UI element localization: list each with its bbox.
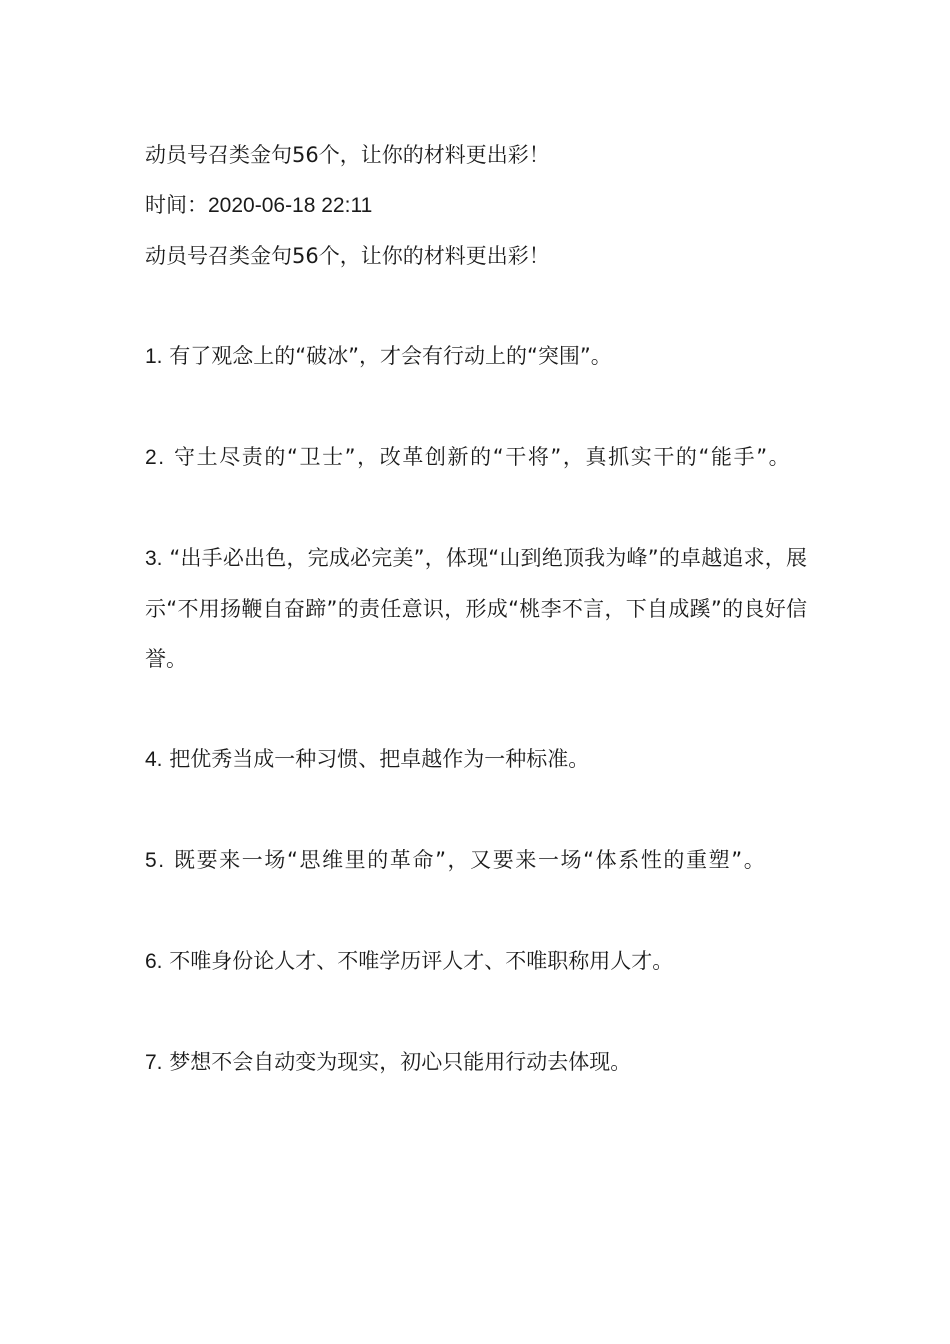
spacer: [145, 382, 807, 432]
item-text: 有了观念上的“破冰”，才会有行动上的“突围”。: [169, 344, 612, 368]
item-number: 4.: [145, 748, 163, 771]
item-text: 既要来一场“思维里的革命”，又要来一场“体系性的重塑”。: [174, 848, 767, 872]
list-item: [145, 835, 807, 886]
timestamp: [145, 180, 807, 231]
list-item: [145, 734, 807, 785]
item-number: 5.: [145, 849, 166, 872]
spacer: [145, 684, 807, 734]
item-text: 守土尽责的“卫士”，改革创新的“干将”，真抓实干的“能手”。: [174, 445, 792, 469]
item-text: “出手必出色，完成必完美”，体现“山到绝顶我为峰”的卓越追求，展示“不用扬鞭自奋蹄”的责任意识，形成“桃李不言，下自成蹊”的良好信誉。: [145, 546, 807, 671]
list-item: [145, 331, 807, 382]
item-text: 把优秀当成一种习惯、把卓越作为一种标准。: [169, 747, 590, 771]
list-item: [145, 936, 807, 987]
time-label: 时间：: [145, 193, 208, 217]
item-text: 梦想不会自动变为现实，初心只能用行动去体现。: [169, 1050, 632, 1074]
time-value: 2020-06-18 22:11: [208, 194, 373, 217]
item-number: 2.: [145, 446, 166, 469]
list-item: [145, 432, 807, 483]
item-number: 1.: [145, 345, 163, 368]
spacer: [145, 281, 807, 331]
spacer: [145, 886, 807, 936]
list-item: [145, 533, 807, 684]
item-number: 7.: [145, 1051, 163, 1074]
item-number: 6.: [145, 950, 163, 973]
document-subtitle: 动员号召类金句56个，让你的材料更出彩！: [145, 244, 550, 268]
spacer: [145, 987, 807, 1037]
spacer: [145, 483, 807, 533]
item-text: 不唯身份论人才、不唯学历评人才、不唯职称用人才。: [169, 949, 674, 973]
item-number: 3.: [145, 547, 163, 570]
document-content: [145, 130, 807, 1088]
spacer: [145, 785, 807, 835]
document-title: 动员号召类金句56个，让你的材料更出彩！: [145, 143, 550, 167]
list-item: [145, 1037, 807, 1088]
